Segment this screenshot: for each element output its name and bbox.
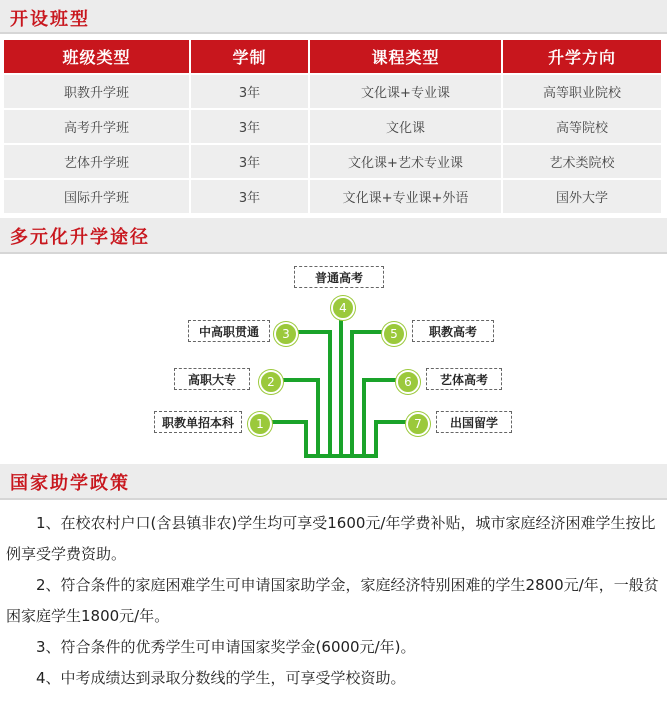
path-diagram: [0, 256, 667, 462]
policy-item: 4、中考成绩达到录取分数线的学生，可享受学校资助。: [36, 669, 406, 687]
table-cell: 艺体升学班: [4, 145, 189, 178]
table-cell: 文化课+专业课: [310, 75, 501, 108]
path-badge-5: 5: [382, 322, 406, 346]
path-badge-1: 1: [248, 412, 272, 436]
path-line-3: [296, 332, 330, 456]
path-label-2: 高职大专: [174, 368, 250, 390]
table-cell: 文化课: [310, 110, 501, 143]
table-cell: 3年: [191, 180, 308, 213]
table-row: [4, 110, 663, 143]
path-label-3: 中高职贯通: [188, 320, 270, 342]
path-badge-6: 6: [396, 370, 420, 394]
table-cell: 3年: [191, 110, 308, 143]
policy-item: 2、符合条件的家庭困难学生可申请国家助学金，家庭经济特别困难的学生2800元/年，一般贫困家庭学生1800元/年。: [6, 576, 659, 625]
column-header: 学制: [191, 40, 308, 73]
section-header-paths: [0, 218, 667, 254]
path-label-7: 出国留学: [436, 411, 512, 433]
section-title: 开设班型: [10, 9, 90, 30]
path-badge-3: 3: [274, 322, 298, 346]
policy-item: 1、在校农村户口(含县镇非农)学生均可享受1600元/年学费补贴，城市家庭经济困难学生按比例享受学费资助。: [6, 514, 656, 563]
path-line-5: [352, 332, 386, 456]
section-header-classes: [0, 0, 667, 34]
class-table: [4, 40, 663, 215]
table-header-row: [4, 40, 663, 73]
table-cell: 高等职业院校: [503, 75, 661, 108]
table-cell: 国际升学班: [4, 180, 189, 213]
path-label-4: 普通高考: [294, 266, 384, 288]
path-label-1: 职教单招本科: [154, 411, 242, 433]
section-header-policy: [0, 464, 667, 500]
column-header: 升学方向: [503, 40, 661, 73]
table-cell: 艺术类院校: [503, 145, 661, 178]
column-header: 课程类型: [310, 40, 501, 73]
policy-list: [6, 508, 661, 694]
table-cell: 文化课+专业课+外语: [310, 180, 501, 213]
path-badge-4: 4: [331, 296, 355, 320]
table-cell: 职教升学班: [4, 75, 189, 108]
table-cell: 文化课+艺术专业课: [310, 145, 501, 178]
section-title: 多元化升学途径: [10, 227, 150, 248]
path-label-6: 艺体高考: [426, 368, 502, 390]
table-cell: 国外大学: [503, 180, 661, 213]
table-cell: 3年: [191, 75, 308, 108]
path-line-6: [364, 380, 402, 456]
section-title: 国家助学政策: [10, 473, 130, 494]
table-cell: 高考升学班: [4, 110, 189, 143]
path-line-1: [270, 422, 306, 456]
table-row: [4, 145, 663, 178]
table-cell: 3年: [191, 145, 308, 178]
column-header: 班级类型: [4, 40, 189, 73]
table-cell: 高等院校: [503, 110, 661, 143]
table-row: [4, 180, 663, 213]
path-line-2: [280, 380, 318, 456]
path-badge-2: 2: [259, 370, 283, 394]
path-label-5: 职教高考: [412, 320, 494, 342]
path-badge-7: 7: [406, 412, 430, 436]
table-row: [4, 75, 663, 108]
policy-item: 3、符合条件的优秀学生可申请国家奖学金(6000元/年)。: [36, 638, 416, 656]
